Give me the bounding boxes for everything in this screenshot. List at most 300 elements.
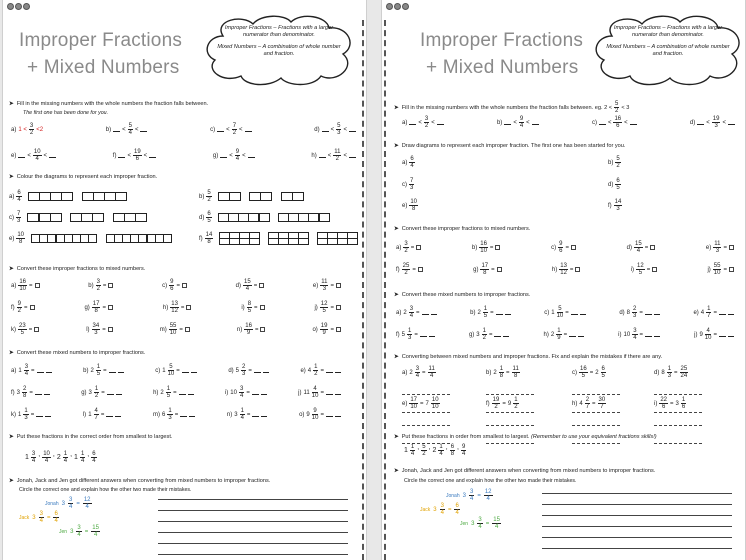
answer-blank[interactable] xyxy=(35,391,42,395)
grid-item: e) 4 $\frac{1}{2}$ = xyxy=(300,364,341,377)
dashed-border xyxy=(362,20,364,560)
grid-row xyxy=(11,279,341,292)
grid-item: g) $\frac{17}{8}$ = xyxy=(84,301,113,314)
definition-cloud xyxy=(592,14,744,86)
answer-box[interactable] xyxy=(652,267,657,272)
fraction: $\frac{3}{4}$ xyxy=(24,364,29,377)
answer-blank[interactable] xyxy=(49,154,56,158)
answer-blank[interactable] xyxy=(326,369,333,373)
fraction: $\frac{11}{3}$ xyxy=(714,241,721,254)
answer-box[interactable] xyxy=(418,267,423,272)
answer-blank[interactable] xyxy=(503,333,509,337)
q1-item: b) < $\frac{5}{4}$ < xyxy=(106,123,148,136)
student-answer-jonah[interactable]: Jonah 3 $\frac{3}{4}$ = $\frac{12}{4}$ xyxy=(45,497,91,510)
fraction: $\frac{2}{3}$ xyxy=(633,306,637,319)
student-answer-jack[interactable]: Jack 3 $\frac{3}{4}$ = $\frac{6}{4}$ xyxy=(19,511,58,524)
answer-box[interactable] xyxy=(336,327,341,332)
answer-blank[interactable] xyxy=(326,413,333,417)
q6-sequence: 1 $\frac{1}{4}$ , $\frac{5}{2}$ , 2 $\frac{1}{4}$ , $\frac{6}{8}$ , $\frac{9}{4}$ xyxy=(404,444,466,457)
fraction: $\frac{1}{4}$ xyxy=(439,444,443,457)
answer-blank[interactable] xyxy=(118,154,125,158)
answer-blank[interactable] xyxy=(335,391,341,395)
fraction: $\frac{4}{10}$ xyxy=(704,328,712,341)
q1-row xyxy=(402,116,735,129)
answer-blank[interactable] xyxy=(599,121,606,125)
mistake-item: b) 2 $\frac{1}{8}$ = $\frac{11}{8}$ xyxy=(486,366,534,418)
diagram-bar[interactable] xyxy=(218,213,269,222)
grid-item: g) 3 $\frac{1}{2}$ = xyxy=(469,328,510,341)
answer-blank[interactable] xyxy=(420,333,427,337)
fraction: $\frac{17}{10}$ xyxy=(410,397,418,410)
diagram-grid[interactable] xyxy=(317,233,357,245)
answer-blank[interactable] xyxy=(113,128,120,132)
answer-blank[interactable] xyxy=(728,311,734,315)
answer-blank[interactable] xyxy=(261,413,267,417)
answer-blank[interactable] xyxy=(116,391,122,395)
fraction: $\frac{6}{4}$ xyxy=(54,511,58,524)
answer-blank[interactable] xyxy=(422,311,429,315)
grid-item: a) $\frac{3}{2}$ = xyxy=(396,241,421,254)
fraction: $\frac{19}{6}$ xyxy=(133,149,141,162)
fraction: $\frac{13}{12}$ xyxy=(171,301,178,314)
cloud-def-improper: Improper Fractions – Fractions with a larger numerator than denominator. xyxy=(224,25,334,38)
answer-blank[interactable] xyxy=(580,311,586,315)
answer-box[interactable] xyxy=(416,245,421,250)
answer-blank[interactable] xyxy=(409,121,416,125)
answer-blank[interactable] xyxy=(252,413,259,417)
q2-item: f) $\frac{14}{8}$ xyxy=(199,232,357,245)
answer-box[interactable] xyxy=(650,245,655,250)
grid-item: k) $\frac{23}{5}$ = xyxy=(11,323,39,336)
fraction: $\frac{1}{4}$ xyxy=(410,444,415,457)
q1-item: e) < $\frac{10}{4}$ < xyxy=(11,149,56,162)
answer-box[interactable] xyxy=(108,327,113,332)
fraction: $\frac{3}{4}$ xyxy=(478,517,482,530)
question-2: ➤ Colour the diagrams to represent each improper fraction. xyxy=(9,174,158,180)
answer-blank[interactable] xyxy=(106,413,113,417)
answer-blank[interactable] xyxy=(245,128,252,132)
answer-blank[interactable] xyxy=(180,413,187,417)
fraction: $\frac{1}{5}$ xyxy=(166,386,171,399)
answer-box[interactable] xyxy=(260,305,265,310)
fraction: $\frac{30}{7}$ xyxy=(598,397,606,410)
answer-box[interactable] xyxy=(260,327,265,332)
answer-blank[interactable] xyxy=(645,311,652,315)
answer-blank[interactable] xyxy=(728,121,735,125)
answer-box[interactable] xyxy=(35,283,40,288)
answer-blank[interactable] xyxy=(252,391,259,395)
answer-blank[interactable] xyxy=(437,121,444,125)
question-2: ➤ Draw diagrams to represent each improper fraction. The first one has been started for you. xyxy=(394,143,626,149)
fraction: $\frac{19}{9}$ xyxy=(320,323,328,336)
fraction: $\frac{23}{5}$ xyxy=(19,323,26,336)
answer-blank[interactable] xyxy=(118,369,124,373)
answer-blank[interactable] xyxy=(109,369,116,373)
grid-item: i) 10 $\frac{3}{4}$ = xyxy=(618,328,660,341)
q2-item: a) $\frac{6}{4}$ xyxy=(9,190,126,203)
student-answer-jonah[interactable]: Jonah 3 $\frac{3}{4}$ = $\frac{12}{4}$ xyxy=(446,489,492,502)
answer-blank[interactable] xyxy=(335,413,341,417)
diagram-bar[interactable] xyxy=(70,213,104,222)
q2-item: c) $\frac{7}{3}$ xyxy=(9,211,146,224)
q2-item: b) $\frac{5}{2}$ xyxy=(199,190,303,203)
q2-item: a) $\frac{6}{4}$ xyxy=(402,156,414,169)
answer-box[interactable] xyxy=(108,305,113,310)
diagram-grid[interactable] xyxy=(268,233,308,245)
diagram-bar[interactable] xyxy=(106,234,172,243)
grid-item: b) $\frac{3}{2}$ = xyxy=(88,279,113,292)
diagram-bar[interactable] xyxy=(281,192,303,201)
cloud-def-mixed: Mixed Numbers – A combination of whole number and fraction. xyxy=(606,43,730,57)
fraction: $\frac{2}{8}$ xyxy=(23,386,27,399)
fraction: $\frac{15}{4}$ xyxy=(244,279,251,292)
worksheet-right xyxy=(381,0,746,560)
answer-blank[interactable] xyxy=(654,311,660,315)
answer-box[interactable] xyxy=(729,245,734,250)
q2-item: f) $\frac{14}{3}$ xyxy=(608,199,622,212)
answer-blank[interactable] xyxy=(349,154,356,158)
grid-item: d) $\frac{15}{4}$ = xyxy=(627,241,656,254)
fraction: $\frac{1}{3}$ xyxy=(24,408,28,421)
answer-blank[interactable] xyxy=(37,369,44,373)
fraction: $\frac{9}{6}$ xyxy=(170,279,174,292)
answer-blank[interactable] xyxy=(46,369,52,373)
grid-item: e) 4 $\frac{1}{7}$ = xyxy=(693,306,734,319)
title-line1: Improper Fractions xyxy=(420,30,584,51)
answer-blank[interactable] xyxy=(254,369,261,373)
mistake-item: d) 8 $\frac{1}{3}$ = $\frac{25}{24}$ xyxy=(654,366,702,418)
fraction: $\frac{12}{4}$ xyxy=(83,497,91,510)
answer-blank[interactable] xyxy=(645,333,652,337)
fraction: $\frac{1}{2}$ xyxy=(94,386,99,399)
grid-row xyxy=(11,301,341,314)
fraction: $\frac{16}{10}$ xyxy=(19,279,27,292)
answer-box[interactable] xyxy=(575,267,580,272)
diagram-bar[interactable] xyxy=(27,213,61,222)
fraction: $\frac{1}{4}$ xyxy=(240,408,244,421)
fraction: $\frac{12}{4}$ xyxy=(484,489,492,502)
grid-item: c) $\frac{9}{6}$ = xyxy=(162,279,187,292)
grid-item: a) 1 $\frac{3}{4}$ = xyxy=(11,364,52,377)
q2-item: d) $\frac{6}{5}$ xyxy=(608,178,620,191)
fraction: $\frac{17}{8}$ xyxy=(92,301,100,314)
mistake-item: i) $\frac{22}{6}$ = 3 $\frac{1}{6}$ xyxy=(654,397,702,449)
fraction: $\frac{6}{5}$ xyxy=(616,178,620,191)
answer-blank[interactable] xyxy=(569,333,576,337)
q1-item: d) < $\frac{5}{3}$ < xyxy=(314,123,356,136)
student-answer-jen[interactable]: Jen 3 $\frac{3}{4}$ = $\frac{15}{4}$ xyxy=(59,525,99,538)
answer-blank[interactable] xyxy=(429,333,435,337)
answer-box[interactable] xyxy=(259,283,264,288)
fraction: $\frac{6}{4}$ xyxy=(17,190,21,203)
fraction: $\frac{1}{3}$ xyxy=(168,408,172,421)
fraction: $\frac{3}{2}$ xyxy=(29,123,34,136)
fraction: $\frac{10}{8}$ xyxy=(17,232,25,245)
fraction: $\frac{3}{4}$ xyxy=(239,386,244,399)
grid-item: c) $\frac{9}{6}$ = xyxy=(551,241,576,254)
fraction: $\frac{3}{2}$ xyxy=(424,116,429,129)
answer-blank[interactable] xyxy=(571,311,578,315)
grid-item: f) 5 $\frac{1}{3}$ = xyxy=(396,328,435,341)
answer-blank[interactable] xyxy=(191,369,197,373)
answer-box[interactable] xyxy=(34,327,39,332)
answer-blank[interactable] xyxy=(431,311,437,315)
fraction: $\frac{1}{3}$ xyxy=(408,328,412,341)
grid-item: e) $\frac{11}{3}$ = xyxy=(313,279,341,292)
answer-blank[interactable] xyxy=(248,154,255,158)
fraction: $\frac{3}{4}$ xyxy=(469,489,474,502)
sequence-fraction xyxy=(461,444,466,457)
fraction: $\frac{9}{10}$ xyxy=(311,408,319,421)
answer-blank[interactable] xyxy=(36,413,43,417)
fraction: $\frac{3}{4}$ xyxy=(68,497,73,510)
answer-blank[interactable] xyxy=(504,121,511,125)
fraction: $\frac{16}{10}$ xyxy=(480,241,487,254)
grid-item: c) 1 $\frac{5}{10}$ = xyxy=(155,364,197,377)
q5-sequence: 1 $\frac{3}{4}$ , $\frac{10}{4}$ , 2 $\frac{1}{4}$ , 1 $\frac{1}{4}$ , $\frac{6}{4}$ xyxy=(25,451,96,464)
sequence-fraction xyxy=(91,451,96,464)
fraction: $\frac{11}{8}$ xyxy=(512,366,519,379)
answer-blank[interactable] xyxy=(496,311,503,315)
grid-item: d) 5 $\frac{2}{3}$ = xyxy=(228,364,269,377)
answer-box[interactable] xyxy=(495,245,500,250)
cloud-def-improper: Improper Fractions – Fractions with a larger numerator than denominator. xyxy=(613,25,723,38)
grid-item: o) $\frac{19}{9}$ = xyxy=(312,323,341,336)
fraction: $\frac{9}{2}$ xyxy=(17,301,22,314)
fraction: $\frac{6}{4}$ xyxy=(92,451,96,464)
answer-blank[interactable] xyxy=(719,311,726,315)
grid-row xyxy=(11,408,341,421)
grid-item: h) 2 $\frac{1}{5}$ = xyxy=(153,386,194,399)
grid-item: g) 3 $\frac{1}{2}$ = xyxy=(81,386,122,399)
answer-blank[interactable] xyxy=(263,369,269,373)
diagram-bar[interactable] xyxy=(278,213,329,222)
dashed-border xyxy=(384,20,386,560)
sequence-fraction xyxy=(450,444,455,457)
q1-item: c) < $\frac{7}{2}$ < xyxy=(210,123,251,136)
grid-item: e) $\frac{11}{3}$ = xyxy=(706,241,734,254)
question-3: ➤ Convert these improper fractions to mixed numbers. xyxy=(394,226,531,232)
title-line1: Improper Fractions xyxy=(19,30,183,51)
fraction: $\frac{1}{5}$ xyxy=(483,306,488,319)
q1-item: h) < $\frac{11}{2}$ < xyxy=(311,149,356,162)
mistake-item: c) $\frac{16}{5}$ = 2 $\frac{6}{5}$ xyxy=(572,366,620,418)
fraction: $\frac{25}{2}$ xyxy=(402,263,410,276)
grid-item: n) 3 $\frac{1}{4}$ = xyxy=(227,408,268,421)
question-4: ➤ Convert these mixed numbers to improper fractions. xyxy=(9,350,146,356)
fraction: $\frac{9}{4}$ xyxy=(519,116,524,129)
answer-blank[interactable] xyxy=(217,128,224,132)
fraction: $\frac{1}{2}$ xyxy=(514,397,518,410)
diagram-bar[interactable] xyxy=(113,213,147,222)
grid-item: m) 6 $\frac{1}{3}$ = xyxy=(153,408,195,421)
question-7: ➤ Jonah, Jack and Jen got different answers when converting from mixed numbers to improper fractions. xyxy=(394,468,656,474)
fraction: $\frac{16}{5}$ xyxy=(580,366,587,379)
answer-box[interactable] xyxy=(108,283,113,288)
answer-blank[interactable] xyxy=(220,154,227,158)
fraction: $\frac{5}{2}$ xyxy=(616,156,620,169)
fraction: $\frac{10}{4}$ xyxy=(33,149,41,162)
grid-item: d) 8 $\frac{2}{3}$ = xyxy=(619,306,660,319)
answer-lines[interactable] xyxy=(158,496,348,560)
fraction: $\frac{3}{4}$ xyxy=(39,511,43,524)
answer-blank[interactable] xyxy=(44,391,50,395)
answer-blank[interactable] xyxy=(45,413,51,417)
answer-box[interactable] xyxy=(336,305,341,310)
student-answer-jen[interactable]: Jen 3 $\frac{3}{4}$ = $\frac{15}{4}$ xyxy=(460,517,500,530)
diagram-bar[interactable] xyxy=(218,192,240,201)
fraction: $\frac{15}{4}$ xyxy=(635,241,642,254)
answer-blank[interactable] xyxy=(18,154,25,158)
fraction: $\frac{10}{10}$ xyxy=(431,397,439,410)
grid-item: n) $\frac{16}{9}$ = xyxy=(237,323,266,336)
grid-row xyxy=(396,263,734,276)
grid-item: a) 2 $\frac{3}{4}$ = xyxy=(396,306,437,319)
definition-cloud xyxy=(203,14,355,86)
sequence-fraction: 1 $\frac{1}{4}$ xyxy=(74,451,85,464)
answer-blank[interactable] xyxy=(107,391,114,395)
answer-blank[interactable] xyxy=(719,333,726,337)
answer-blank[interactable] xyxy=(630,121,637,125)
grid-item: m) $\frac{55}{10}$ = xyxy=(160,323,190,336)
answer-box[interactable] xyxy=(185,327,190,332)
answer-box[interactable] xyxy=(729,267,734,272)
grid-item: b) $\frac{16}{10}$ = xyxy=(472,241,501,254)
fraction: $\frac{7}{3}$ xyxy=(410,178,414,191)
answer-blank[interactable] xyxy=(654,333,660,337)
fraction: $\frac{55}{10}$ xyxy=(713,263,721,276)
diagram-bar[interactable] xyxy=(31,234,97,243)
grid-item: c) 1 $\frac{5}{10}$ = xyxy=(544,306,586,319)
q1-item: b) < $\frac{9}{4}$ < xyxy=(497,116,539,129)
answer-blank[interactable] xyxy=(140,128,147,132)
window-dots-icon xyxy=(7,3,30,10)
mistake-item: h) 4 $\frac{2}{7}$ = $\frac{30}{7}$ xyxy=(572,397,620,449)
grid-item: a) $\frac{16}{10}$ = xyxy=(11,279,40,292)
answer-blank[interactable] xyxy=(335,369,341,373)
grid-row xyxy=(396,241,734,254)
fraction: $\frac{3}{4}$ xyxy=(633,328,637,341)
answer-blank[interactable] xyxy=(179,391,186,395)
title-line2: + Mixed Numbers xyxy=(426,57,579,78)
answer-blank[interactable] xyxy=(115,413,121,417)
fraction: $\frac{5}{2}$ xyxy=(207,190,211,203)
student-answer-jack[interactable]: Jack 3 $\frac{3}{4}$ = $\frac{6}{4}$ xyxy=(420,503,459,516)
question-7-sub: Circle the correct one and explain how the other two made their mistakes. xyxy=(404,478,577,484)
answer-blank[interactable] xyxy=(189,413,195,417)
answer-blank[interactable] xyxy=(532,121,539,125)
fraction: $\frac{1}{2}$ xyxy=(314,364,318,377)
answer-blank[interactable] xyxy=(188,391,194,395)
fraction: $\frac{19}{3}$ xyxy=(712,116,720,129)
grid-row xyxy=(396,306,734,319)
window-dots-icon xyxy=(386,3,409,10)
grid-row xyxy=(396,328,734,341)
grid-item: g) $\frac{17}{8}$ = xyxy=(473,263,502,276)
answer-blank[interactable] xyxy=(182,369,189,373)
worksheet-left xyxy=(2,0,367,560)
answer-blank[interactable] xyxy=(261,391,267,395)
answer-blank[interactable] xyxy=(697,121,704,125)
fraction: $\frac{6}{8}$ xyxy=(450,444,455,457)
fraction: $\frac{2}{7}$ xyxy=(585,397,590,410)
answer-blank[interactable] xyxy=(319,154,326,158)
diagram-bar[interactable] xyxy=(249,192,271,201)
fraction: $\frac{22}{6}$ xyxy=(660,397,668,410)
fraction: $\frac{5}{10}$ xyxy=(556,306,564,319)
answer-blank[interactable] xyxy=(494,333,501,337)
grid-item: i) $\frac{12}{5}$ = xyxy=(631,263,658,276)
diagram-bar[interactable] xyxy=(82,192,127,201)
grid-item: k) 1 $\frac{1}{3}$ = xyxy=(11,408,51,421)
answer-blank[interactable] xyxy=(728,333,734,337)
cloud-def-mixed: Mixed Numbers – A combination of whole number and fraction. xyxy=(217,43,341,57)
fraction: $\frac{3}{4}$ xyxy=(440,503,444,516)
answer-box[interactable] xyxy=(186,305,191,310)
answer-box[interactable] xyxy=(571,245,576,250)
fraction: $\frac{10}{4}$ xyxy=(43,451,50,464)
answer-blank[interactable] xyxy=(578,333,584,337)
q2-item: b) $\frac{5}{2}$ xyxy=(608,156,620,169)
fraction: $\frac{25}{24}$ xyxy=(680,366,688,379)
answer-blank[interactable] xyxy=(349,128,356,132)
answer-blank[interactable] xyxy=(326,391,333,395)
answer-box[interactable] xyxy=(336,283,341,288)
answer-blank[interactable] xyxy=(149,154,156,158)
grid-item: i) 10 $\frac{3}{4}$ = xyxy=(225,386,267,399)
fraction: $\frac{9}{4}$ xyxy=(235,149,240,162)
sequence-fraction: 2 $\frac{1}{4}$ xyxy=(432,444,443,457)
sequence-fraction xyxy=(421,444,426,457)
fraction: $\frac{9}{6}$ xyxy=(559,241,563,254)
answer-box[interactable] xyxy=(497,267,502,272)
question-6-sub: Circle the correct one and explain how the other two made their mistakes. xyxy=(19,487,192,493)
diagram-grid[interactable] xyxy=(219,233,259,245)
grid-item: l) $\frac{34}{3}$ = xyxy=(86,323,113,336)
fraction: $\frac{1}{2}$ xyxy=(482,328,486,341)
answer-blank[interactable] xyxy=(322,128,329,132)
question-6-note: (Remember to use your equivalent fractions skills!) xyxy=(531,434,657,440)
fraction: $\frac{16}{6}$ xyxy=(614,116,622,129)
fraction: $\frac{14}{8}$ xyxy=(205,232,213,245)
answer-blank[interactable] xyxy=(505,311,511,315)
grid-item: f) $\frac{9}{2}$ = xyxy=(11,301,35,314)
fraction: $\frac{1}{3}$ xyxy=(667,366,672,379)
grid-item: b) 2 $\frac{1}{5}$ = xyxy=(470,306,511,319)
sequence-fraction: 1 $\frac{1}{4}$ xyxy=(404,444,415,457)
q1-item: d) < $\frac{19}{3}$ < xyxy=(690,116,735,129)
q2-item: c) $\frac{7}{3}$ xyxy=(402,178,414,191)
answer-box[interactable] xyxy=(30,305,35,310)
fraction: $\frac{3}{4}$ xyxy=(31,451,36,464)
q1-row1 xyxy=(11,123,356,136)
question-5: ➤ Put these fractions in the correct order from smallest to largest. xyxy=(9,434,173,440)
grid-row xyxy=(11,364,341,377)
fraction: $\frac{17}{8}$ xyxy=(481,263,489,276)
fraction: $\frac{6}{4}$ xyxy=(410,156,414,169)
answer-lines[interactable] xyxy=(542,490,732,556)
fraction: $\frac{14}{3}$ xyxy=(614,199,622,212)
fraction: $\frac{12}{5}$ xyxy=(320,301,328,314)
answer-box[interactable] xyxy=(182,283,187,288)
q1-item: f) < $\frac{19}{6}$ < xyxy=(113,149,156,162)
fraction: $\frac{6}{5}$ xyxy=(601,366,605,379)
diagram-bar[interactable] xyxy=(28,192,73,201)
question-1: ➤ Fill in the missing numbers with the whole numbers the fraction falls between. eg. 2 < $\frac{5}{2}$ < 3 xyxy=(394,101,630,114)
fraction: $\frac{2}{3}$ xyxy=(242,364,246,377)
fraction: $\frac{8}{5}$ xyxy=(247,301,252,314)
mistake-item: f) $\frac{19}{2}$ = 9 $\frac{1}{2}$ xyxy=(486,397,534,449)
